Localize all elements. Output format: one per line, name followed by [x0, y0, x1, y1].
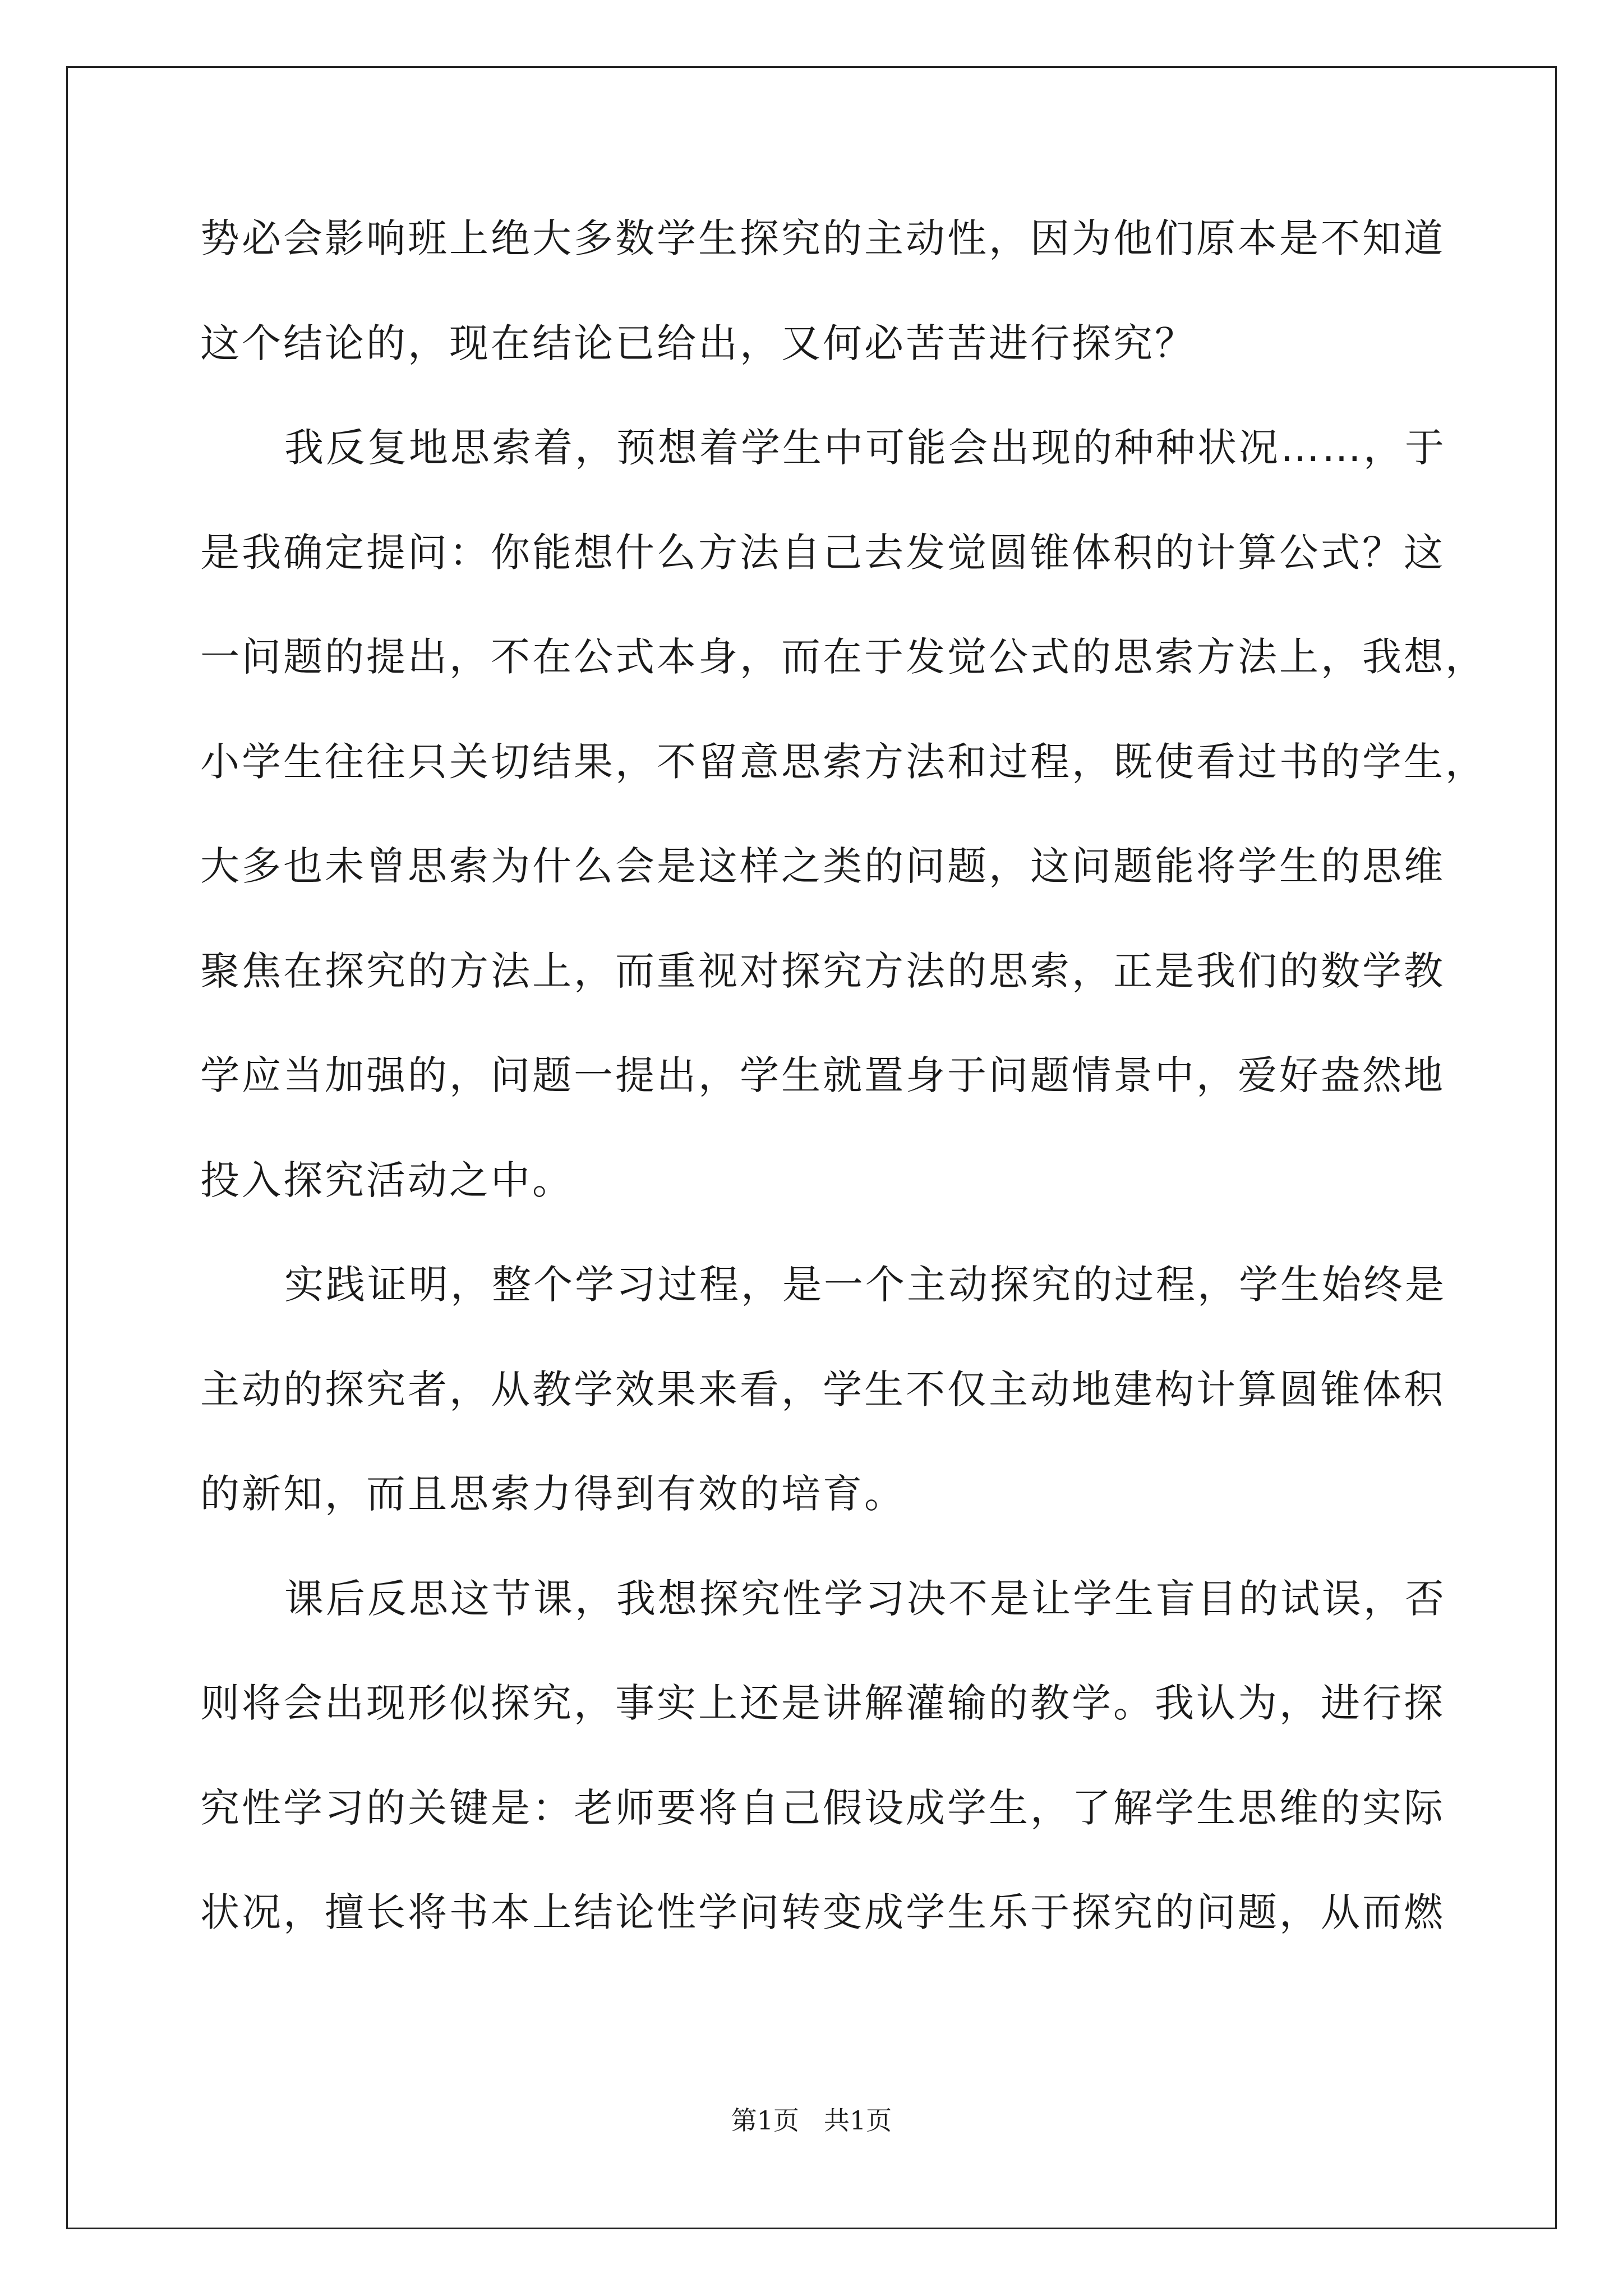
document-body	[200, 213, 1487, 1992]
text-line: 的新知，而且思索力得到有效的培育。	[200, 1471, 906, 1517]
paragraph-start-line: 课后反思这节课，我想探究性学习决不是让学生盲目的试误，否	[284, 1575, 1446, 1622]
text-line: 究性学习的关键是：老师要将自己假设成学生，了解学生思维的实际	[200, 1784, 1445, 1831]
text-line: 一问题的提出，不在公式本身，而在于发觉公式的思索方法上，我想，	[200, 634, 1487, 680]
text-line: 学应当加强的，问题一提出，学生就置身于问题情景中，爱好盎然地	[200, 1052, 1445, 1098]
text-line: 大多也未曾思索为什么会是这样之类的问题，这问题能将学生的思维	[200, 843, 1445, 889]
text-line: 主动的探究者，从教学效果来看，学生不仅主动地建构计算圆锥体积	[200, 1366, 1445, 1412]
text-line: 聚焦在探究的方法上，而重视对探究方法的思索，正是我们的数学教	[200, 947, 1445, 994]
text-line: 投入探究活动之中。	[200, 1157, 574, 1203]
text-line: 这个结论的，现在结论已给出，又何必苦苦进行探究？	[200, 320, 1196, 366]
page-number: 第1页	[731, 2105, 799, 2136]
text-line: 状况，擅长将书本上结论性学问转变成学生乐于探究的问题，从而燃	[200, 1889, 1445, 1935]
page-total: 共1页	[824, 2105, 892, 2136]
text-line: 小学生往往只关切结果，不留意思索方法和过程，既使看过书的学生，	[200, 738, 1487, 785]
text-line: 势必会影响班上绝大多数学生探究的主动性，因为他们原本是不知道	[200, 215, 1445, 261]
text-line: 则将会出现形似探究，事实上还是讲解灌输的教学。我认为，进行探	[200, 1680, 1445, 1726]
text-line: 是我确定提问：你能想什么方法自己去发觉圆锥体积的计算公式？这	[200, 529, 1445, 576]
paragraph-start-line: 我反复地思索着，预想着学生中可能会出现的种种状况……，于	[284, 425, 1446, 471]
page-footer	[0, 2100, 1623, 2137]
paragraph-start-line: 实践证明，整个学习过程，是一个主动探究的过程，学生始终是	[284, 1262, 1446, 1308]
